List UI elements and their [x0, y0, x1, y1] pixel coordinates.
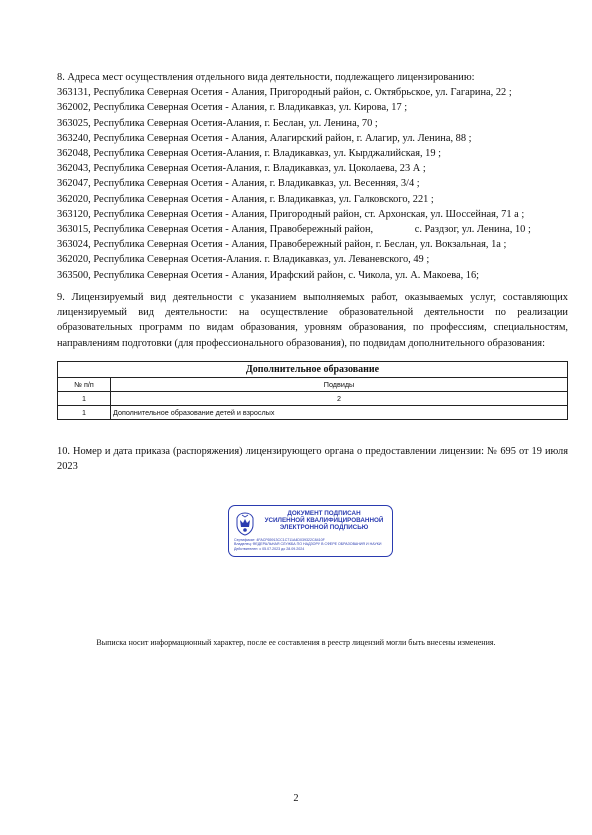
address-line: 363024, Республика Северная Осетия - Алания, Правобережный район, г. Беслан, ул. Вокзальная, 1а ; [57, 239, 507, 251]
table-row [58, 406, 568, 420]
address-line: 363120, Республика Северная Осетия - Алания, Пригородный район, ст. Архонская, ул. Шоссейная, 71 а ; [57, 208, 525, 220]
row-number: 1 [58, 406, 111, 420]
coat-of-arms-icon [234, 511, 256, 537]
col-subtypes-header: Подвиды [111, 378, 568, 392]
address-line: 362002, Республика Северная Осетия - Алания, г. Владикавказ, ул. Кирова, 17 ; [57, 102, 408, 114]
row-name: Дополнительное образование детей и взрослых [111, 406, 568, 420]
section-9-text: 9. Лицензируемый вид деятельности с указанием выполняемых работ, оказываемых услуг, составляющих лицензируемый вид деятельности: на осуществление образовательной деятельности по реализации образовательных программ по видам образования, уровням образования, по профессиям, специальностям, направлениям подготовки (для профессионального образования), по подвидам дополнительного образования: [57, 292, 568, 349]
disclaimer-note: Выписка носит информационный характер, после ее составления в реестр лицензий могли быть внесены изменения. [96, 638, 496, 647]
additional-education-table [57, 361, 568, 420]
stamp-details: Сертификат: 4FACF65913CC1C711A4D039322C8410F Владелец: ФЕДЕРАЛЬНАЯ СЛУЖБА ПО НАДЗОРУ В СФЕРЕ ОБРАЗОВАНИЯ И НАУКИ Действителен: с 05.07.2023 до 28.09.2024 [234, 538, 382, 551]
electronic-signature-stamp [228, 505, 393, 557]
stamp-heading: ДОКУМЕНТ ПОДПИСАН УСИЛЕННОЙ КВАЛИФИЦИРОВАННОЙ ЭЛЕКТРОННОЙ ПОДПИСЬЮ [264, 510, 384, 531]
address-line: 362047, Республика Северная Осетия - Алания, г. Владикавказ, ул. Весенняя, 3/4 ; [57, 178, 420, 190]
section-8-heading: 8. Адреса мест осуществления отдельного вида деятельности, подлежащего лицензированию: [57, 72, 475, 83]
address-line: 362020, Республика Северная Осетия - Алания, г. Владикавказ, ул. Галковского, 221 ; [57, 193, 434, 205]
table-title: Дополнительное образование [58, 362, 568, 378]
address-line: 363025, Республика Северная Осетия-Алания, г. Беслан, ул. Ленина, 70 ; [57, 117, 378, 129]
address-line: 362020, Республика Северная Осетия-Алания. г. Владикавказ, ул. Леваневского, 49 ; [57, 254, 430, 266]
address-line: 363131, Республика Северная Осетия - Алания, Пригородный район, с. Октябрьское, ул. Гагарина, 22 ; [57, 87, 512, 99]
col-number-header: № п/п [58, 378, 111, 392]
address-line: 363015, Республика Северная Осетия - Алания, Правобережный район, с. Раздзог, ул. Ленина, 10 ; [57, 224, 531, 236]
section-10-text: 10. Номер и дата приказа (распоряжения) лицензирующего органа о предоставлении лицензии: № 695 от 19 июля 2023 [57, 446, 568, 473]
address-line: 363240, Республика Северная Осетия - Алания, Алагирский район, г. Алагир, ул. Ленина, 88 ; [57, 132, 472, 144]
page-number: 2 [293, 793, 299, 804]
address-line: 362048, Республика Северная Осетия-Алания, г. Владикавказ, ул. Кырджалийская, 19 ; [57, 148, 442, 160]
section-8 [57, 70, 577, 283]
address-line: 362043, Республика Северная Осетия-Алания, г. Владикавказ, ул. Цоколаева, 23 А ; [57, 163, 426, 175]
numbering-cell: 2 [111, 392, 568, 406]
numbering-cell: 1 [58, 392, 111, 406]
address-line: 363500, Республика Северная Осетия - Алания, Ирафский район, с. Чикола, ул. А. Макоева, 16; [57, 269, 480, 281]
